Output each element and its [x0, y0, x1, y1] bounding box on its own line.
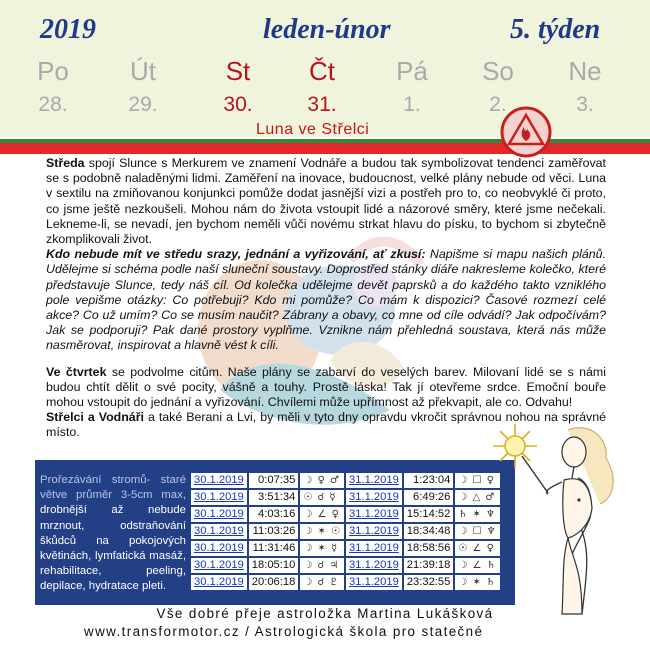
aspect-symbols: ♄ ✶ ♆: [455, 507, 499, 522]
article-text: [46, 156, 606, 441]
lead-thursday: Ve čtvrtek: [46, 364, 107, 379]
aspect-date[interactable]: 30.1.2019: [191, 558, 247, 573]
day-number: 1.: [403, 93, 421, 116]
month-title: leden-únor: [263, 14, 391, 45]
aspect-time: 0:07:35: [249, 473, 299, 488]
tip-pale: Prořezávání stromů- staré větve průměr 3-5cm max,: [40, 474, 186, 502]
aspect-symbols: ☽ ☐ ♀: [455, 473, 499, 488]
aspect-row: [191, 507, 500, 522]
aspect-date[interactable]: 30.1.2019: [191, 473, 247, 488]
day-name: Út: [130, 56, 156, 86]
aspect-time: 6:49:26: [404, 490, 454, 505]
aspect-time: 3:51:34: [249, 490, 299, 505]
fire-sign-icon: [500, 106, 552, 158]
day-fri: [377, 56, 447, 118]
aspect-row: [191, 575, 500, 590]
red-divider: [0, 143, 650, 154]
calendar-header: [0, 0, 650, 137]
day-sun: [550, 56, 620, 118]
day-name: St: [225, 56, 251, 86]
aspect-date[interactable]: 30.1.2019: [191, 507, 247, 522]
aspect-time: 18:34:48: [404, 524, 454, 539]
aspect-date[interactable]: 30.1.2019: [191, 575, 247, 590]
signature-line: Vše dobré přeje astroložka Martina Lukášková: [156, 606, 494, 621]
aspect-time: 15:14:52: [404, 507, 454, 522]
gardening-tip: [40, 473, 186, 595]
moon-sign-label: Luna ve Střelci: [256, 121, 370, 138]
text-thursday: se podvolme citům. Naše plány se zabarví do veselých barev. Milovaní lidé se s námi budou chtít dělit o své pocity, vášně a touhy. Prostě láska! Tak jí otevřeme srdce. Emoční bouře mohou vstoupit do jednání a vyřizování. Chvílemi může upřímnost až překvapit, ale co. Odvahu!: [46, 364, 606, 410]
aspect-symbols: ☽ ✶ ☿: [300, 541, 344, 556]
aspect-date[interactable]: 31.1.2019: [346, 507, 402, 522]
paragraph-wednesday: [46, 156, 606, 247]
aspect-date[interactable]: 31.1.2019: [346, 524, 402, 539]
aspect-time: 11:03:26: [249, 524, 299, 539]
aspect-symbols: ☽ ✶ ☉: [300, 524, 344, 539]
aspect-time: 1:23:04: [404, 473, 454, 488]
week-title: 5. týden: [510, 14, 601, 45]
day-name: So: [482, 56, 514, 86]
aspect-symbols: ☽ ☌ ♃: [300, 558, 344, 573]
aspect-date[interactable]: 31.1.2019: [346, 473, 402, 488]
aspect-symbols: ☽ ∠ ♀: [300, 507, 344, 522]
lead-signs: Střelci a Vodnáři: [46, 410, 144, 425]
day-name: Ne: [568, 56, 602, 86]
aspect-time: 20:06:18: [249, 575, 299, 590]
aspect-symbols: ☽ ∠ ♄: [455, 558, 499, 573]
day-mon: [18, 56, 88, 118]
text-signs: a také Berani a Lvi, by měli v tyto dny opravdu vkročit správnou nohou na správné místo.: [46, 410, 606, 440]
day-name: Čt: [309, 56, 335, 86]
aspect-time: 4:03:16: [249, 507, 299, 522]
aspect-date[interactable]: 30.1.2019: [191, 524, 247, 539]
text-tip: Napišme si mapu našich plánů. Udělejme si schéma podle naší sluneční soustavy. Doprostřed stánky diáře nakresleme kolečko, které představuje Slunce, tedy náš cíl. Od kolečka udělejme devět paprsků a do každého takto vzniklého pole vepišme otázky: Co potřebuji? Kdo mi pomůže? Co mám k dispozici? Časové rozmezí celé akce? Co už umím? Co se musím naučit? Zábrany a obavy, co mne od cíle odvádí? Jak odpočívám? Jak se podporuji? Pak dané prostory vyplňme. Vznikne nám přehledná soustava, která nás může nasměrovat, inspirovat a hlavně vést k cíli.: [46, 247, 607, 353]
day-thu: [287, 56, 357, 118]
aspect-row: [191, 524, 500, 539]
spacer: [46, 354, 606, 365]
day-tue: [108, 56, 178, 118]
day-number: 28.: [38, 93, 68, 116]
day-wed: [203, 56, 273, 118]
day-name: Pá: [396, 56, 428, 86]
aspect-symbols: ☽ ☐ ♆: [455, 524, 499, 539]
aspect-symbols: ☽ ✶ ♄: [455, 575, 499, 590]
aspects-table: [189, 471, 502, 592]
aspect-date[interactable]: 30.1.2019: [191, 541, 247, 556]
aspect-row: [191, 558, 500, 573]
aspect-time: 18:58:56: [404, 541, 454, 556]
aspect-symbols: ☉ ☌ ☿: [300, 490, 344, 505]
lead-wednesday: Středa: [46, 156, 85, 170]
day-name: Po: [37, 56, 69, 86]
website-line: www.transformotor.cz / Astrologická škola pro statečné: [84, 624, 484, 639]
aspect-date[interactable]: 31.1.2019: [346, 575, 402, 590]
aspect-row: [191, 490, 500, 505]
day-number: 3.: [576, 93, 594, 116]
aspect-time: 21:39:18: [404, 558, 454, 573]
paragraph-thursday: [46, 365, 606, 411]
aspect-time: 23:32:55: [404, 575, 454, 590]
day-number: 29.: [128, 93, 158, 116]
aspect-date[interactable]: 30.1.2019: [191, 490, 247, 505]
woman-with-sun-illustration: [478, 418, 628, 618]
aspect-date[interactable]: 31.1.2019: [346, 558, 402, 573]
aspect-time: 11:31:46: [249, 541, 299, 556]
aspect-symbols: ☽ ♀ ♂: [300, 473, 344, 488]
aspect-row: [191, 541, 500, 556]
aspect-symbols: ☽ △ ♂: [455, 490, 499, 505]
aspect-row: [191, 473, 500, 488]
day-number: 31.: [307, 93, 337, 116]
lead-tip: Kdo nebude mít ve středu srazy, jednání a vyřizování, ať zkusí:: [46, 247, 426, 262]
aspect-symbols: ☽ ☌ ♇: [300, 575, 344, 590]
aspect-date[interactable]: 31.1.2019: [346, 490, 402, 505]
aspect-date[interactable]: 31.1.2019: [346, 541, 402, 556]
day-number: 2.: [489, 93, 507, 116]
day-number: 30.: [223, 93, 253, 116]
aspect-symbols: ☉ ∠ ♀: [455, 541, 499, 556]
year-title: 2019: [40, 14, 96, 45]
paragraph-tip: [46, 247, 606, 353]
aspect-time: 18:05:10: [249, 558, 299, 573]
tip-white: drobnější až nebude mrznout, odstraňování škůdců na pokojových květinách, lymfatická masáž, rehabilitace, peeling, depilace, hydratace pleti.: [40, 504, 186, 593]
text-wednesday: spojí Slunce s Merkurem ve znamení Vodnáře a budou tak symbolizovat tendenci zaměřovat se s podobně naladěnými lidmi. Zaměření na inovace, budoucnost, velké plány nebude od věci. Luna v sextilu na zmiňovanou konjunkci pomůže dodat jasnější vizi a postřeh pro to, co neobvyklé či proto, co jsme ještě nezkoušeli. Mohou nám do života vstoupit lidé a názorové směry, které jsme nečekali. Lekneme-li, se nevadí, jen bychom neměli vůči novému strkat hlavu do písku, to bychom si zbytečně zkomplikovali život.: [46, 156, 606, 247]
